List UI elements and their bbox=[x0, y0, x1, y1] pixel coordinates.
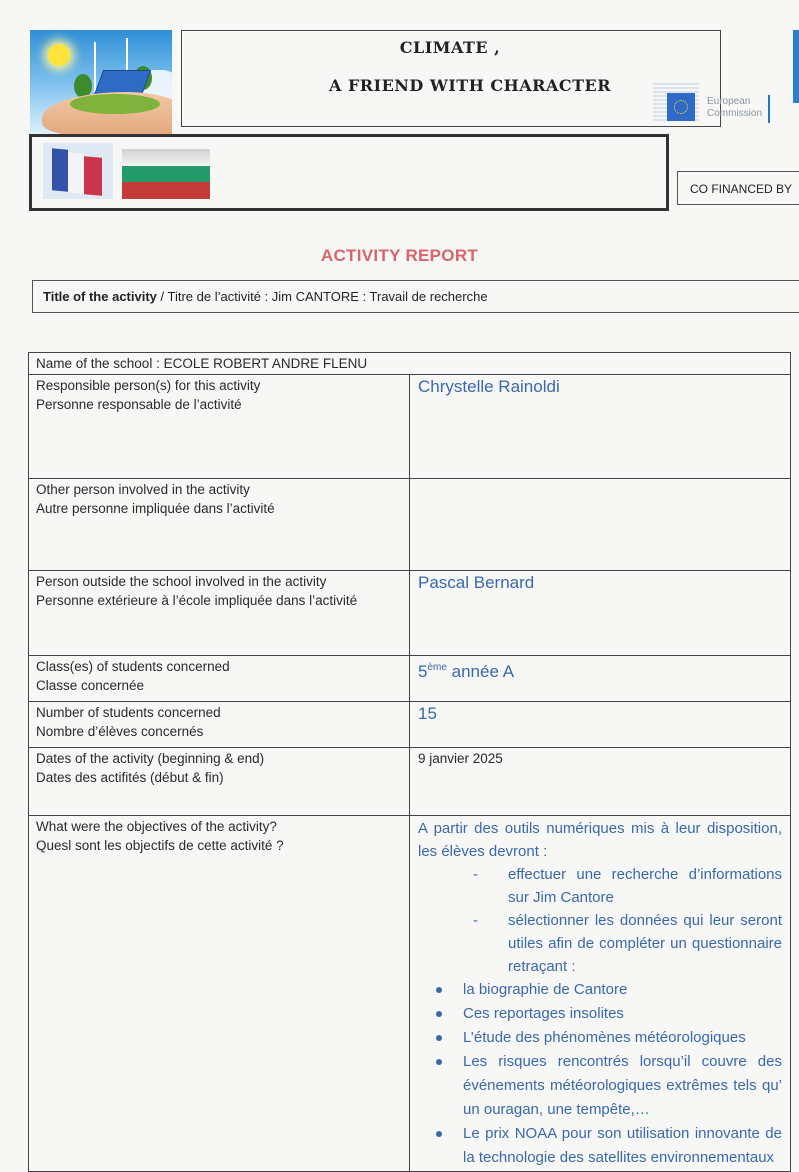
list-item: L’étude des phénomènes météorologiques bbox=[418, 1026, 782, 1050]
label-en: Other person involved in the activity bbox=[36, 482, 250, 497]
activity-title-label: Title of the activity bbox=[43, 289, 157, 304]
label-fr: Personne responsable de l’activité bbox=[36, 397, 242, 412]
label-en: Person outside the school involved in the activity bbox=[36, 574, 327, 589]
ec-logo-divider bbox=[768, 95, 770, 123]
cofinanced-by-label: CO FINANCED BY bbox=[677, 171, 799, 205]
european-commission-logo bbox=[653, 75, 773, 123]
objectives-value bbox=[410, 816, 791, 1172]
bullet-dot-icon bbox=[436, 1131, 442, 1137]
label-fr: Personne extérieure à l’école impliquée dans l’activité bbox=[36, 593, 358, 608]
dash-bullet-icon: - bbox=[473, 912, 478, 929]
label-fr: Nombre d’élèves concernés bbox=[36, 724, 204, 739]
class-value bbox=[410, 656, 791, 702]
france-flag-icon bbox=[43, 143, 113, 199]
row-label bbox=[29, 816, 410, 1172]
eu-flag-icon bbox=[667, 93, 695, 121]
outside-person-value: Pascal Bernard bbox=[410, 571, 791, 656]
label-en: What were the objectives of the activity? bbox=[36, 819, 277, 834]
grass-shape bbox=[70, 94, 160, 114]
row-label bbox=[29, 479, 410, 571]
label-fr: Classe concernée bbox=[36, 678, 145, 693]
report-heading: ACTIVITY REPORT bbox=[320, 246, 479, 265]
label-fr: Dates des actifités (début & fin) bbox=[36, 770, 224, 785]
activity-report-table bbox=[28, 352, 791, 1172]
label-en: Number of students concerned bbox=[36, 705, 221, 720]
table-row bbox=[29, 656, 791, 702]
table-row bbox=[29, 479, 791, 571]
label-fr: Quesl sont les objectifs de cette activité ? bbox=[36, 838, 284, 853]
sun-icon bbox=[48, 44, 70, 66]
row-label bbox=[29, 656, 410, 702]
list-item: Ces reportages insolites bbox=[418, 1002, 782, 1026]
row-label bbox=[29, 375, 410, 479]
label-fr: Autre personne impliquée dans l’activité bbox=[36, 501, 275, 516]
table-row bbox=[29, 375, 791, 479]
table-row bbox=[29, 702, 791, 748]
wind-turbine-icon bbox=[94, 42, 96, 92]
list-item: Les risques rencontrés lorsqu’il couvre des événements météorologiques extrêmes tels qu’ un ouragan, une tempête,… bbox=[418, 1050, 782, 1122]
student-count-value: 15 bbox=[410, 702, 791, 748]
bullet-dot-icon bbox=[436, 1059, 442, 1065]
activity-title bbox=[32, 280, 799, 313]
dates-value: 9 janvier 2025 bbox=[410, 748, 791, 816]
list-item: la biographie de Cantore bbox=[418, 978, 782, 1002]
responsible-person-value: Chrystelle Rainoldi bbox=[410, 375, 791, 479]
activity-title-value: / Titre de l’activité : Jim CANTORE : Travail de recherche bbox=[156, 289, 488, 304]
list-item: - sélectionner les données qui leur seront utiles afin de compléter un questionnaire retraçant : bbox=[418, 909, 782, 978]
school-name-cell: Name of the school : ECOLE ROBERT ANDRE FLENU bbox=[29, 353, 791, 375]
table-row bbox=[29, 748, 791, 816]
row-label bbox=[29, 571, 410, 656]
ec-logo-text-line1: European bbox=[707, 96, 751, 107]
bullet-dot-icon bbox=[436, 1011, 442, 1017]
objectives-bullet-list bbox=[418, 978, 790, 1170]
ec-logo-text-line2: Commission bbox=[707, 108, 763, 119]
project-title-line1: CLIMATE , bbox=[399, 38, 501, 57]
dash-bullet-icon: - bbox=[473, 866, 478, 883]
class-name: année A bbox=[446, 662, 515, 681]
bullet-dot-icon bbox=[436, 987, 442, 993]
label-en: Class(es) of students concerned bbox=[36, 659, 230, 674]
objectives-intro: A partir des outils numériques mis à leur disposition, les élèves devront : bbox=[418, 820, 782, 860]
bulgaria-flag-icon bbox=[122, 149, 210, 199]
class-ordinal-suffix: ème bbox=[427, 662, 447, 673]
label-en: Dates of the activity (beginning & end) bbox=[36, 751, 265, 766]
class-number: 5 bbox=[418, 662, 428, 681]
row-label bbox=[29, 702, 410, 748]
list-item: Le prix NOAA pour son utilisation innovante de la technologie des satellites environnementaux bbox=[418, 1122, 782, 1170]
climate-hand-logo bbox=[30, 30, 172, 134]
list-item: - effectuer une recherche d’informations sur Jim Cantore bbox=[418, 863, 782, 909]
project-title-line2: A FRIEND WITH CHARACTER bbox=[328, 76, 611, 95]
label-en: Responsible person(s) for this activity bbox=[36, 378, 261, 393]
row-label bbox=[29, 748, 410, 816]
eu-flag-fragment bbox=[793, 30, 799, 103]
table-row bbox=[29, 816, 791, 1172]
objectives-dash-list bbox=[418, 863, 790, 978]
other-person-value bbox=[410, 479, 791, 571]
table-row bbox=[29, 571, 791, 656]
table-row bbox=[29, 353, 791, 375]
bullet-dot-icon bbox=[436, 1035, 442, 1041]
